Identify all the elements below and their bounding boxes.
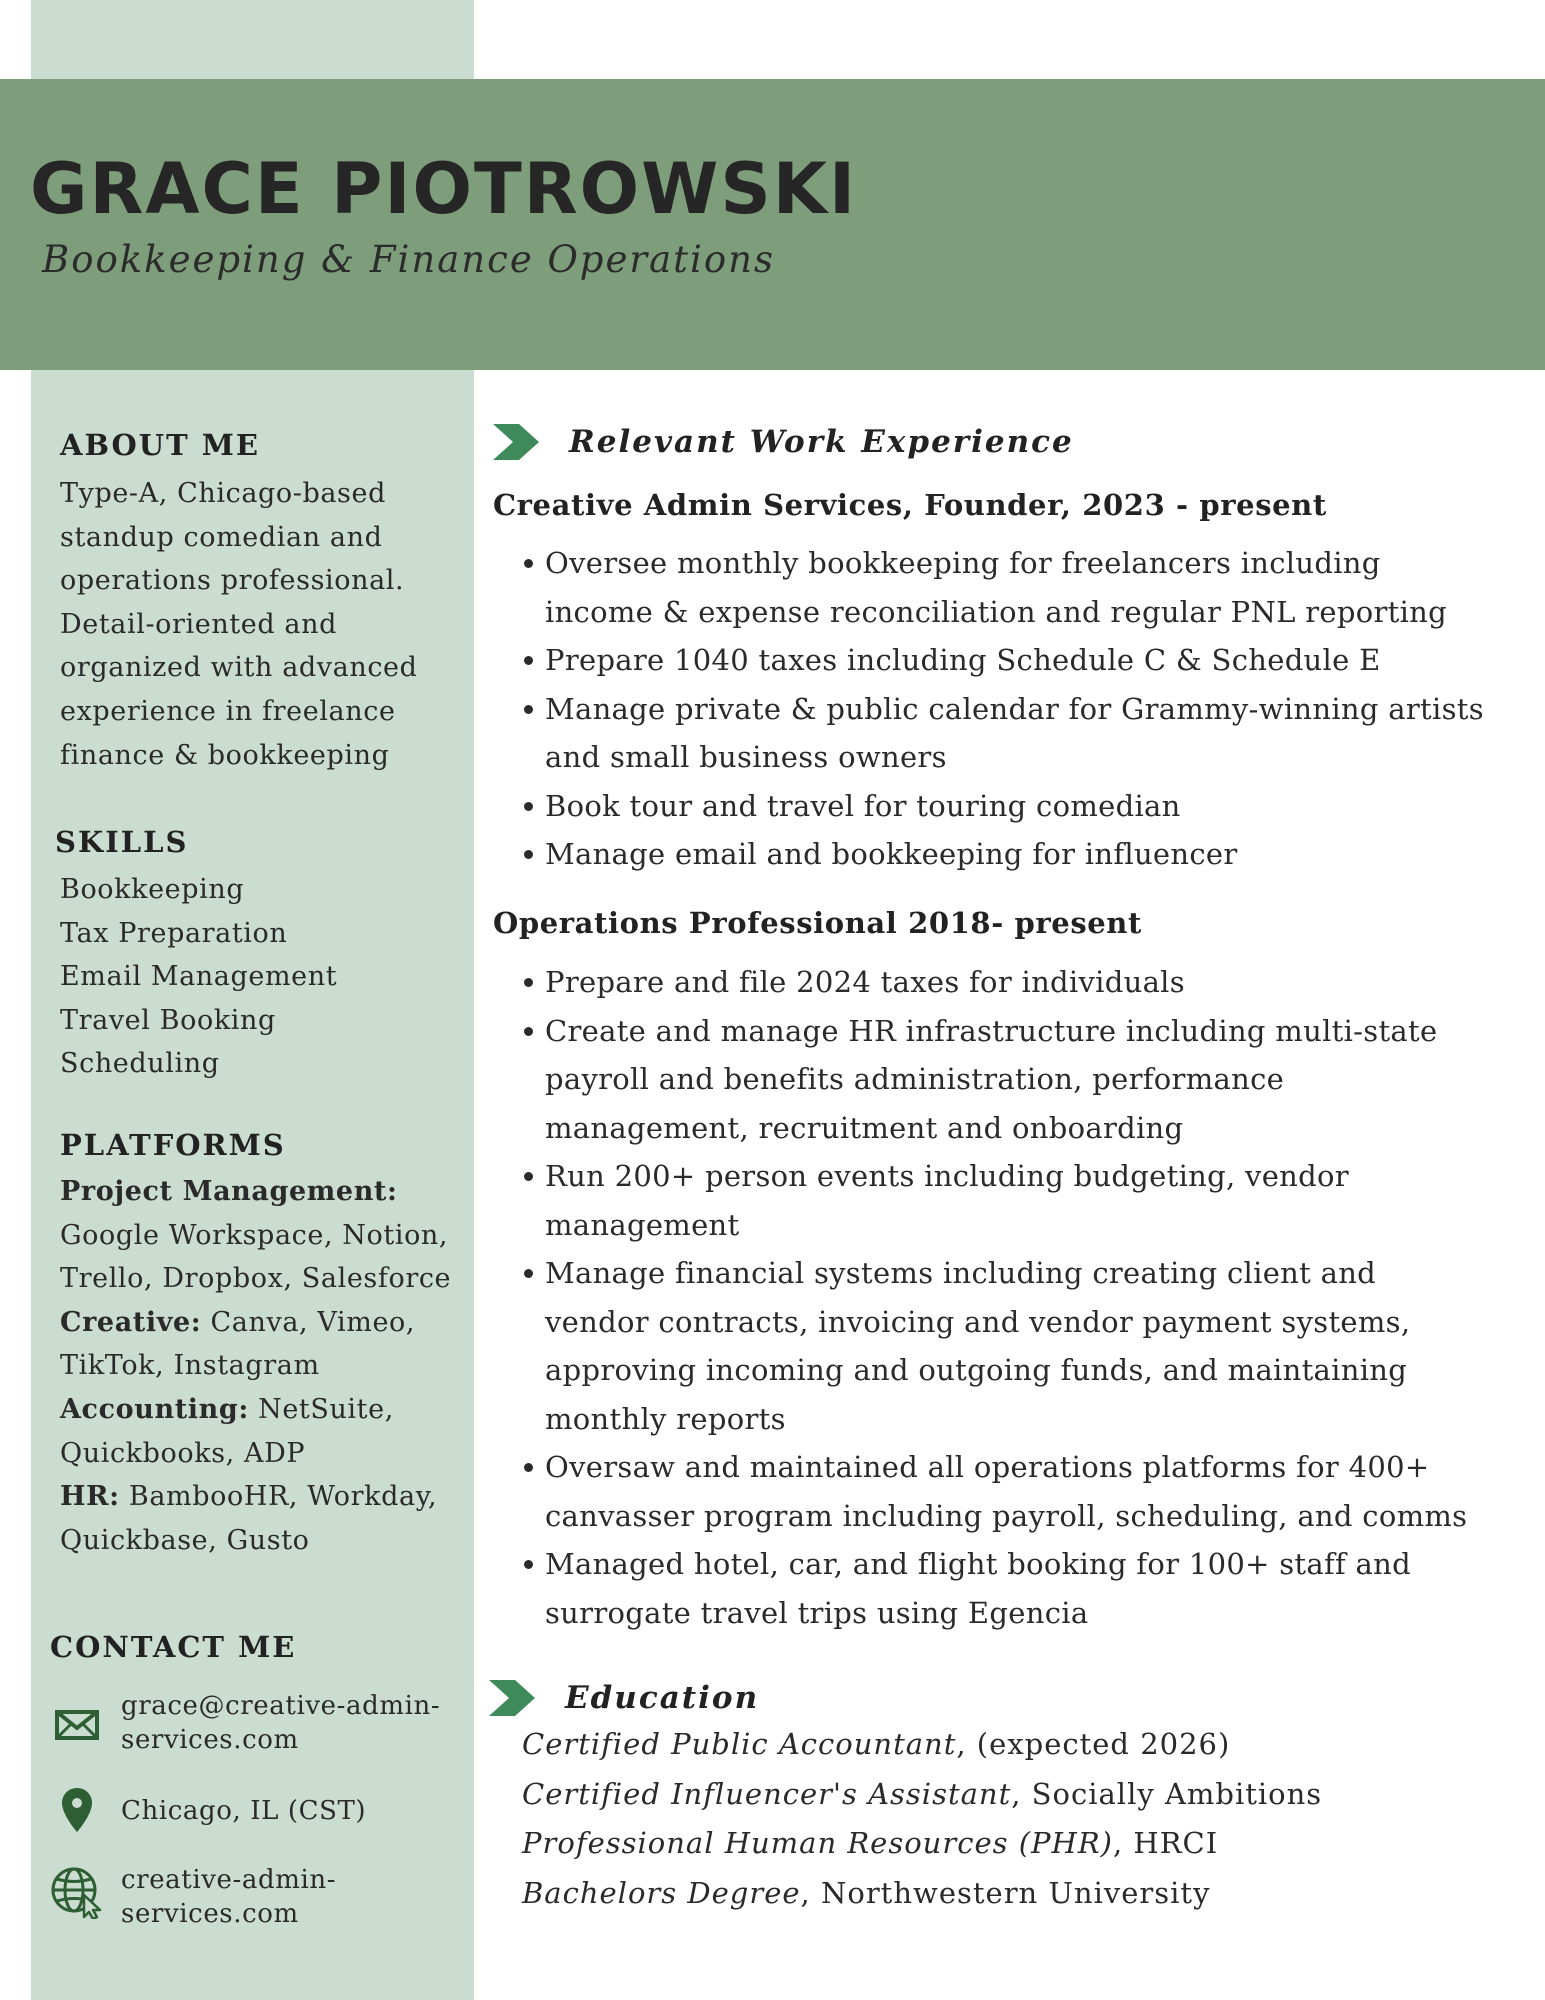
- platforms-accounting-label: Accounting:: [60, 1393, 249, 1425]
- education-detail: , (expected 2026): [956, 1727, 1231, 1761]
- platforms-heading: PLATFORMS: [60, 1128, 286, 1162]
- list-item: Book tour and travel for touring comedian: [545, 782, 1484, 831]
- list-item: Prepare and file 2024 taxes for individuals: [545, 958, 1467, 1007]
- list-item-continuation: payroll and benefits administration, performance: [545, 1062, 1285, 1096]
- list-item-continuation: vendor contracts, invoicing and vendor payment systems,: [545, 1304, 1411, 1339]
- skill-item: Bookkeeping: [60, 874, 245, 905]
- contact-website-row: [50, 1865, 104, 1919]
- list-item: Oversee monthly bookkeeping for freelancers including: [545, 539, 1484, 588]
- education-list: [522, 1720, 1322, 1918]
- contact-email[interactable]: [121, 1689, 440, 1757]
- skill-item: Travel Booking: [60, 1004, 276, 1036]
- list-item-continuation: monthly reports: [545, 1401, 786, 1436]
- about-line: experience in freelance: [60, 695, 396, 727]
- about-line: Detail-oriented and: [60, 608, 337, 640]
- contact-website[interactable]: [121, 1863, 336, 1931]
- education-credential: Bachelors Degree: [522, 1875, 801, 1910]
- skill-item: Scheduling: [60, 1048, 220, 1080]
- platforms-accounting-line: NetSuite,: [248, 1393, 394, 1425]
- skill-item: Tax Preparation: [60, 917, 288, 949]
- education-item: [522, 1869, 1322, 1919]
- contact-website-line: services.com: [121, 1899, 299, 1929]
- list-item: Oversaw and maintained all operations platforms for 400+: [545, 1443, 1467, 1492]
- candidate-subtitle: Bookkeeping & Finance Operations: [42, 238, 775, 281]
- platforms-pm-line: Trello, Dropbox, Salesforce: [60, 1263, 452, 1295]
- skills-heading: SKILLS: [55, 825, 189, 859]
- list-item-continuation: income & expense reconciliation and regular PNL reporting: [545, 594, 1447, 629]
- experience-heading: Relevant Work Experience: [569, 424, 1074, 460]
- job-1-title: Creative Admin Services, Founder, 2023 - present: [493, 488, 1327, 522]
- list-item: Manage private & public calendar for Grammy-winning artists: [545, 685, 1484, 734]
- job-2-bullets: [545, 958, 1467, 1637]
- education-item: [522, 1720, 1322, 1770]
- about-line: organized with advanced: [60, 652, 418, 684]
- platforms-accounting-line: Quickbooks, ADP: [60, 1437, 306, 1469]
- skills-list: [60, 868, 337, 1086]
- contact-location-row: [50, 1783, 104, 1837]
- skill-item: Email Management: [60, 961, 338, 993]
- globe-cursor-icon: [50, 1865, 104, 1919]
- about-line: finance & bookkeeping: [60, 739, 390, 771]
- envelope-icon: [50, 1698, 104, 1752]
- chevron-right-icon: [489, 1680, 535, 1716]
- job-1-bullets: [545, 539, 1484, 879]
- about-line: standup comedian and: [60, 521, 383, 553]
- list-item: Prepare 1040 taxes including Schedule C & Schedule E: [545, 636, 1484, 685]
- list-item: Create and manage HR infrastructure including multi-state: [545, 1007, 1467, 1056]
- contact-heading: CONTACT ME: [50, 1630, 297, 1664]
- education-heading: Education: [565, 1680, 760, 1716]
- education-credential: Certified Influencer's Assistant: [522, 1776, 1012, 1811]
- education-item: [522, 1770, 1322, 1820]
- education-item: [522, 1819, 1322, 1869]
- list-item: Run 200+ person events including budgeting, vendor: [545, 1152, 1467, 1201]
- education-detail: , Socially Ambitions: [1011, 1776, 1323, 1811]
- platforms-pm-line: Google Workspace, Notion,: [60, 1219, 449, 1251]
- platforms-creative-label: Creative:: [60, 1306, 202, 1338]
- list-item-continuation: approving incoming and outgoing funds, and maintaining: [545, 1353, 1408, 1387]
- education-credential: Certified Public Accountant: [522, 1727, 957, 1761]
- list-item-continuation: and small business owners: [545, 740, 947, 774]
- platforms-hr-line: Quickbase, Gusto: [60, 1524, 310, 1556]
- education-detail: , HRCI: [1113, 1826, 1219, 1860]
- location-pin-icon: [50, 1783, 104, 1837]
- education-credential: Professional Human Resources (PHR): [522, 1826, 1113, 1860]
- list-item-continuation: surrogate travel trips using Egencia: [545, 1595, 1089, 1630]
- chevron-right-icon: [493, 424, 539, 460]
- candidate-name: GRACE PIOTROWSKI: [30, 148, 858, 230]
- list-item: Manage financial systems including creating client and: [545, 1249, 1467, 1298]
- experience-header: [493, 424, 1074, 460]
- contact-email-row: [50, 1698, 104, 1752]
- contact-website-line: creative-admin-: [121, 1865, 337, 1895]
- about-line: Type-A, Chicago-based: [60, 478, 386, 509]
- platforms-pm-label: Project Management:: [60, 1176, 398, 1207]
- education-header: [489, 1680, 759, 1716]
- platforms-hr-label: HR:: [60, 1481, 120, 1513]
- platforms-creative-line: Canva, Vimeo,: [201, 1306, 416, 1338]
- about-text: [60, 472, 418, 777]
- job-2-title: Operations Professional 2018- present: [493, 906, 1142, 940]
- platforms-hr-line: BambooHR, Workday,: [119, 1481, 438, 1513]
- contact-email-line: services.com: [121, 1725, 299, 1755]
- contact-email-line: grace@creative-admin-: [121, 1691, 441, 1721]
- platforms-list: [60, 1170, 451, 1562]
- contact-location: Chicago, IL (CST): [121, 1796, 367, 1826]
- education-detail: , Northwestern University: [800, 1875, 1211, 1910]
- about-line: operations professional.: [60, 565, 405, 597]
- about-heading: ABOUT ME: [60, 428, 260, 462]
- list-item: Managed hotel, car, and flight booking for 100+ staff and: [545, 1540, 1467, 1589]
- list-item-continuation: management, recruitment and onboarding: [545, 1110, 1184, 1145]
- list-item-continuation: management: [545, 1207, 740, 1242]
- list-item: Manage email and bookkeeping for influencer: [545, 830, 1484, 879]
- platforms-creative-line: TikTok, Instagram: [60, 1350, 320, 1382]
- list-item-continuation: canvasser program including payroll, scheduling, and comms: [545, 1498, 1468, 1533]
